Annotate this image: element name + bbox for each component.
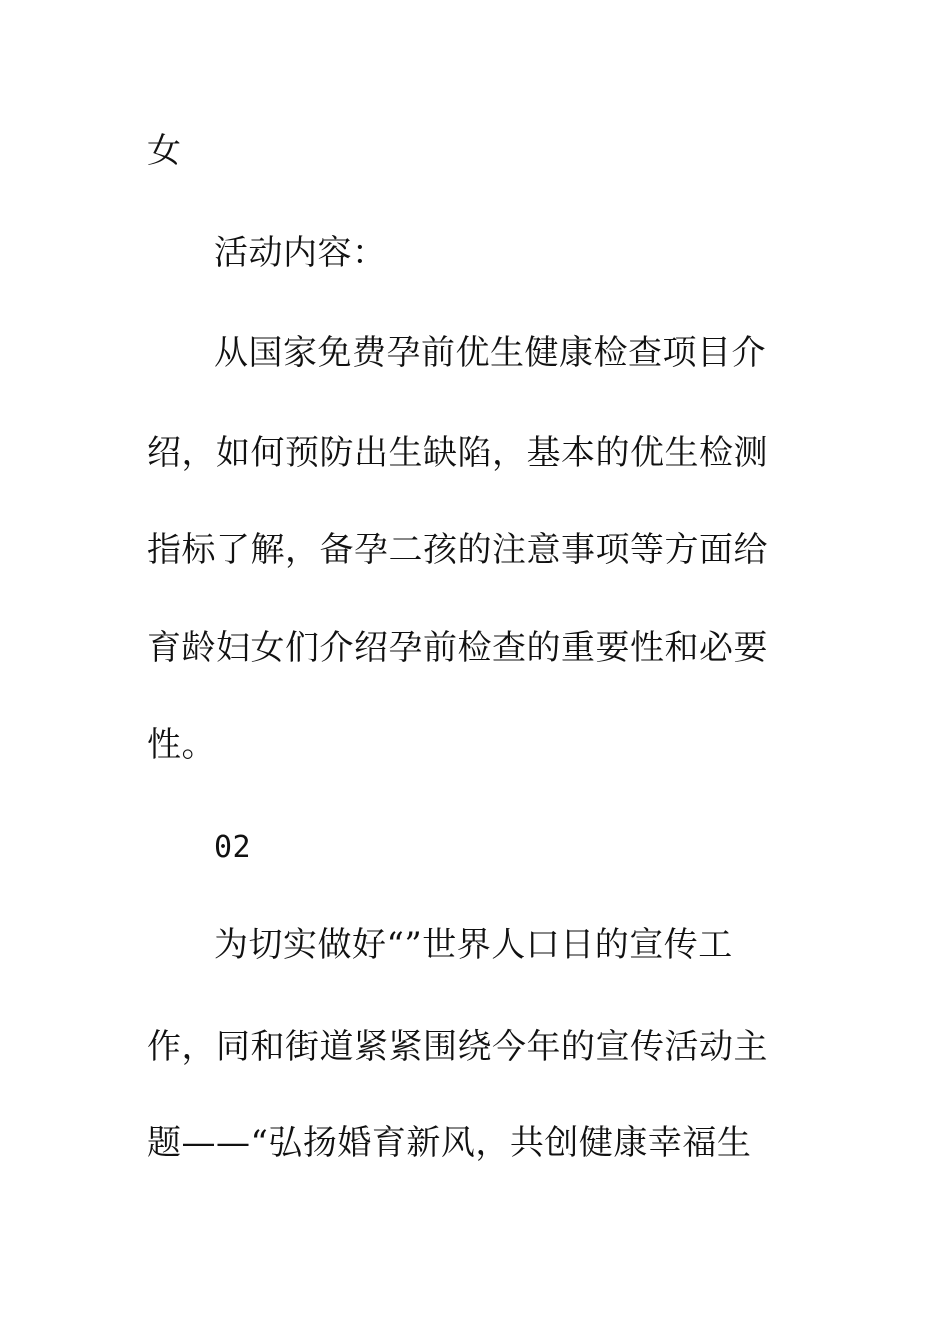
paragraph-line: 指标了解，备孕二孩的注意事项等方面给 — [147, 530, 768, 570]
paragraph-line: 性。 — [147, 725, 216, 765]
paragraph-line: 育龄妇女们介绍孕前检查的重要性和必要 — [147, 628, 768, 668]
paragraph-line: 题——“弘扬婚育新风，共创健康幸福生 — [147, 1123, 752, 1163]
section-number: 02 — [214, 830, 252, 865]
section-heading: 活动内容： — [214, 233, 387, 273]
paragraph-line: 作，同和街道紧紧围绕今年的宣传活动主 — [147, 1027, 768, 1067]
paragraph-line: 绍，如何预防出生缺陷，基本的优生检测 — [147, 433, 768, 473]
paragraph-line: 从国家免费孕前优生健康检查项目介 — [214, 333, 766, 373]
paragraph-line: 为切实做好“”世界人口日的宣传工 — [214, 925, 733, 965]
text-line: 女 — [147, 131, 182, 171]
